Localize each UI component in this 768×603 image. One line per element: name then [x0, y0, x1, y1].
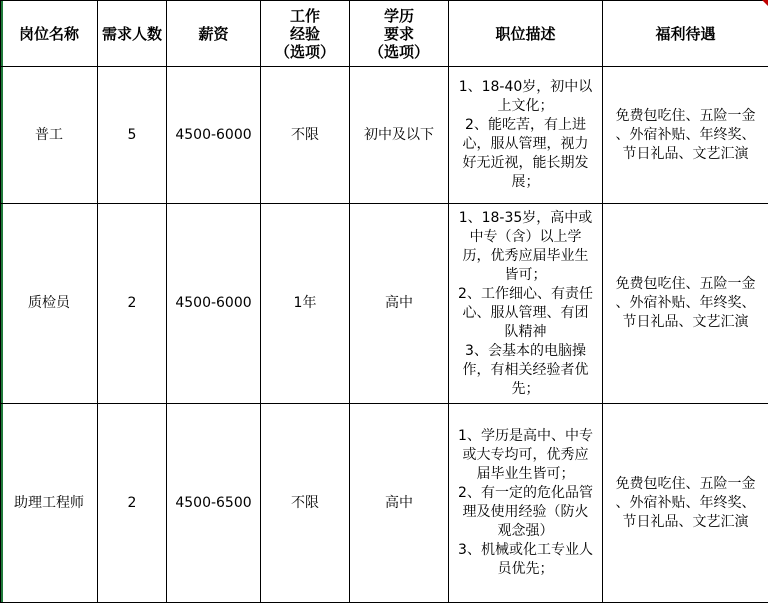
description-line: 1、学历是高中、中专: [453, 427, 598, 446]
header-education: [350, 1, 449, 67]
description-line: 理及使用经验（防火: [453, 503, 598, 522]
benefits-line: 节日礼品、文艺汇演: [607, 145, 764, 164]
description-line: 员优先；: [453, 560, 598, 579]
description-line: 3、机械或化工专业人: [453, 541, 598, 560]
cell-headcount: 5: [98, 67, 167, 204]
header-position: 岗位名称: [1, 1, 98, 67]
header-benefits: 福利待遇: [603, 1, 768, 67]
header-education-line: 要求: [354, 25, 444, 43]
description-line: 展；: [453, 173, 598, 192]
cell-benefits: [603, 67, 768, 204]
description-line: 观念强）: [453, 522, 598, 541]
header-headcount: 需求人数: [98, 1, 167, 67]
benefits-line: 节日礼品、文艺汇演: [607, 513, 764, 532]
cell-salary: 4500-6500: [167, 404, 261, 603]
description-line: 2、工作细心、有责任: [453, 285, 598, 304]
description-line: 1、18-35岁，高中或: [453, 209, 598, 228]
cell-benefits: [603, 204, 768, 404]
cell-position: 普工: [1, 67, 98, 204]
benefits-line: 、外宿补贴、年终奖、: [607, 494, 764, 513]
benefits-line: 免费包吃住、五险一金: [607, 475, 764, 494]
cell-education: 高中: [350, 204, 449, 404]
table-row: [1, 204, 768, 404]
description-line: 好无近视，能长期发: [453, 154, 598, 173]
cell-salary: 4500-6000: [167, 67, 261, 204]
cell-headcount: 2: [98, 404, 167, 603]
cell-salary: 4500-6000: [167, 204, 261, 404]
cell-experience: 不限: [261, 404, 350, 603]
benefits-line: 免费包吃住、五险一金: [607, 275, 764, 294]
description-line: 队精神: [453, 323, 598, 342]
description-line: 历，优秀应届毕业生: [453, 247, 598, 266]
cell-description: [449, 67, 603, 204]
cell-description: [449, 404, 603, 603]
description-line: 或大专均可，优秀应: [453, 446, 598, 465]
table-row: [1, 404, 768, 603]
description-line: 先；: [453, 380, 598, 399]
header-row: [1, 1, 768, 67]
header-experience-line: （选项）: [265, 43, 345, 61]
benefits-line: 、外宿补贴、年终奖、: [607, 294, 764, 313]
description-line: 届毕业生皆可；: [453, 465, 598, 484]
cell-education: 初中及以下: [350, 67, 449, 204]
description-line: 1、18-40岁，初中以: [453, 78, 598, 97]
description-line: 心、服从管理、有团: [453, 304, 598, 323]
comment-indicator: [762, 0, 768, 6]
cell-position: 质检员: [1, 204, 98, 404]
cell-education: 高中: [350, 404, 449, 603]
description-line: 2、能吃苦，有上进: [453, 116, 598, 135]
cell-description: [449, 204, 603, 404]
description-line: 3、会基本的电脑操: [453, 342, 598, 361]
table-row: [1, 67, 768, 204]
cell-headcount: 2: [98, 204, 167, 404]
header-salary: 薪资: [167, 1, 261, 67]
cell-benefits: [603, 404, 768, 603]
description-line: 2、有一定的危化品管: [453, 484, 598, 503]
cell-experience: 不限: [261, 67, 350, 204]
benefits-line: 、外宿补贴、年终奖、: [607, 126, 764, 145]
cell-experience: 1年: [261, 204, 350, 404]
cell-position: 助理工程师: [1, 404, 98, 603]
header-experience-line: 工作: [265, 7, 345, 25]
header-experience-line: 经验: [265, 25, 345, 43]
description-line: 上文化；: [453, 97, 598, 116]
description-line: 中专（含）以上学: [453, 228, 598, 247]
header-experience: [261, 1, 350, 67]
header-education-line: （选项）: [354, 43, 444, 61]
description-line: 心，服从管理，视力: [453, 135, 598, 154]
header-description: 职位描述: [449, 1, 603, 67]
benefits-line: 免费包吃住、五险一金: [607, 107, 764, 126]
header-education-line: 学历: [354, 7, 444, 25]
benefits-line: 节日礼品、文艺汇演: [607, 313, 764, 332]
description-line: 皆可；: [453, 266, 598, 285]
description-line: 作，有相关经验者优: [453, 361, 598, 380]
